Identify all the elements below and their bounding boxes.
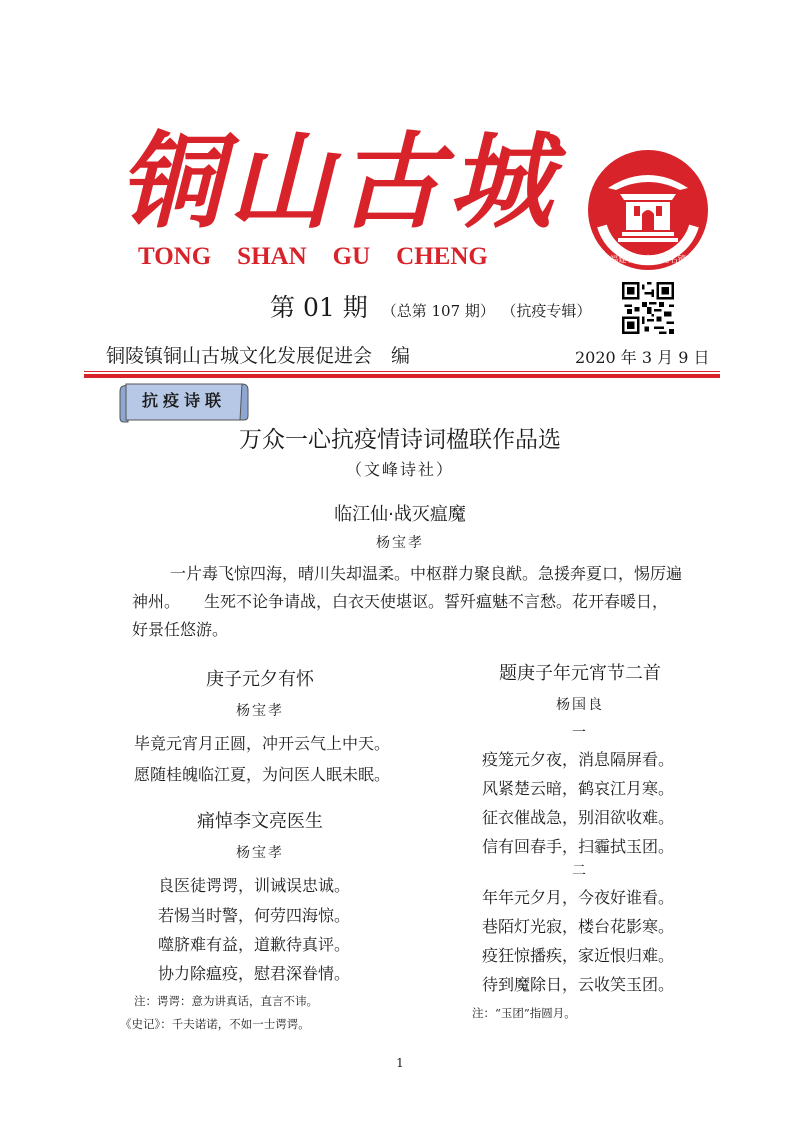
masthead-pinyin: [138, 240, 538, 274]
ancient-city-logo: [586, 148, 710, 272]
poem-line: 风紧楚云暗，鹤哀江月寒。: [482, 779, 675, 798]
poem-author: 杨宝孝: [236, 703, 284, 719]
poem-line: 良医徒谔谔，训诫误忠诚。: [158, 876, 351, 895]
society-name: （文峰诗社）: [345, 460, 454, 479]
poem-title: 题庚子年元宵节二首: [499, 663, 661, 684]
issue-total: （总第 107 期）: [381, 302, 495, 320]
header-rule-thick: [84, 374, 720, 378]
pinyin-word: GU: [332, 243, 371, 270]
poem-line: 疫笼元夕夜，消息隔屏看。: [482, 750, 675, 769]
poem-title: 庚子元夕有怀: [206, 669, 314, 690]
masthead-title: 铜山古城: [118, 120, 559, 243]
section-mark: 二: [572, 863, 588, 879]
header-rule-thin: [84, 371, 720, 372]
poem-author: 杨国良: [556, 697, 604, 713]
poem-line: 毕竟元宵月正圆，冲开云气上中天。: [134, 734, 391, 753]
issue-line: [270, 290, 591, 326]
pinyin-word: CHENG: [396, 243, 488, 270]
poem-line: 巷陌灯光寂，楼台花影寒。: [482, 917, 675, 936]
poem-line: 待到魔除日，云收笑玉团。: [482, 975, 675, 994]
poem-author: 杨宝孝: [236, 845, 284, 861]
poem-line: 一片毒飞惊四海，晴川失却温柔。中枢群力聚良猷。急援奔夏口，惕厉遍: [154, 564, 683, 583]
poem-line: 好景任悠游。: [132, 620, 229, 639]
issue-number: 第 01 期: [270, 293, 368, 322]
footnote: 注：“玉团”指圆月。: [472, 1006, 576, 1020]
main-title: 万众一心抗疫情诗词楹联作品选: [239, 427, 561, 453]
poem-line: 年年元夕月，今夜好谁看。: [482, 888, 675, 907]
poem-line: 噬脐难有益，道歉待真评。: [158, 935, 351, 954]
poem-title: 临江仙·战灭瘟魔: [334, 504, 466, 525]
poem-line: 征衣催战急，别泪欲收难。: [482, 808, 675, 827]
footnote: 《史记》：千夫诺诺，不如一士谔谔。: [120, 1017, 310, 1031]
pinyin-word: SHAN: [237, 243, 307, 270]
poem-line: 若惕当时警，何劳四海惊。: [158, 906, 351, 925]
poem-line: 疫狂惊播疾，家近恨归难。: [482, 946, 675, 965]
logo-caption: 福建省历史文化名镇: [609, 255, 687, 265]
publication-date: 2020 年 3 月 9 日: [575, 348, 710, 367]
qr-code-icon: [622, 282, 674, 334]
poem-title: 痛悼李文亮医生: [197, 811, 323, 832]
poem-line: 协力除瘟疫，慰君深眷情。: [158, 964, 351, 983]
issue-special: （抗疫专辑）: [508, 302, 592, 320]
poem-line: 信有回春手，扫霾拭玉团。: [482, 837, 675, 856]
publisher: 铜陵镇铜山古城文化发展促进会 编: [106, 345, 411, 367]
pinyin-word: TONG: [138, 243, 212, 270]
poem-line: 愿随桂魄临江夏，为问医人眠未眠。: [134, 765, 391, 784]
poem-body: [132, 560, 692, 644]
poem-line: 神州。 生死不论争请战，白衣天使堪讴。誓歼瘟魅不言愁。花开春暖日，: [132, 592, 669, 611]
footnote: 注：谔谔：意为讲真话，直言不讳。: [134, 994, 318, 1008]
page-number: 1: [396, 1056, 404, 1070]
section-mark: 一: [572, 725, 588, 741]
poem-author: 杨宝孝: [376, 535, 424, 551]
section-banner-label: 抗疫诗联: [141, 391, 226, 410]
